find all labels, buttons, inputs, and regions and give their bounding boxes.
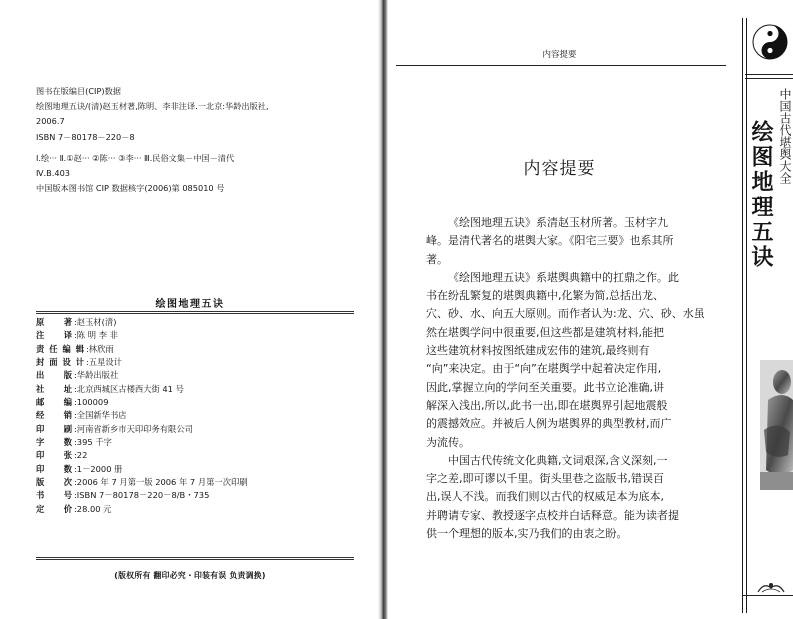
summary-line: 供一个理想的版本,实乃我们的由衷之盼。 xyxy=(426,527,628,541)
summary-line: 出,误人不浅。而我们则以古代的权威足本为底本, xyxy=(426,490,664,504)
running-head: 内容提要 xyxy=(542,50,577,60)
side-border xyxy=(742,18,743,613)
series-title: 中国古代堪舆大全 xyxy=(778,88,792,184)
cip-isbn: ISBN 7－80178－220－8 xyxy=(36,131,135,142)
summary-line: 然在堪舆学问中很重要,但这些都是建筑材料,能把 xyxy=(426,325,664,339)
section-title: 内容提要 xyxy=(523,159,596,179)
divider xyxy=(36,559,354,560)
credit-row xyxy=(36,436,366,449)
cip-data-block xyxy=(36,84,356,196)
credit-label: 印 张 xyxy=(36,450,72,461)
credit-value: :28.00 元 xyxy=(74,503,112,514)
rights-notice: (版权所有 翻印必究・印装有误 负责调换) xyxy=(114,571,266,580)
credit-row xyxy=(36,463,366,476)
summary-line: 字之差,即可谬以千里。街头里巷之盗版书,错误百 xyxy=(426,472,664,486)
credit-label: 印 刷 xyxy=(36,423,72,434)
credit-label: 原 著 xyxy=(36,317,72,327)
side-border xyxy=(746,18,747,613)
summary-line: “向”来决定。由于“向”在堪舆学中起着决定作用, xyxy=(426,362,662,376)
divider xyxy=(36,313,354,314)
credit-row xyxy=(36,489,366,502)
credit-value: :22 xyxy=(74,450,88,461)
credit-value: :2006 年 7 月第一版 2006 年 7 月第一次印刷 xyxy=(74,477,248,488)
credit-label: 邮 编 xyxy=(36,397,72,408)
cip-line: 2006.7 xyxy=(36,116,65,127)
cip-line: 绘图地理五诀/(清)赵玉材著,陈明、李非注译.一北京:华龄出版社, xyxy=(36,101,269,112)
summary-line: 因此,掌握立向的学问至关重要。此书立论准确,讲 xyxy=(426,380,664,394)
side-footer-rule xyxy=(742,595,793,596)
ornament-icon xyxy=(756,580,786,594)
summary-line: 中国古代传统文化典籍,文词艰深,含义深刻,一 xyxy=(448,453,668,467)
credit-row xyxy=(36,356,366,369)
summary-line: 书在纷乱繁复的堪舆典籍中,化繁为简,总括出龙、 xyxy=(426,289,664,303)
credit-value: :395 千字 xyxy=(74,437,112,448)
credit-value: :北京西城区古楼西大街 41 号 xyxy=(74,383,184,394)
cip-heading: 图书在版编目(CIP)数据 xyxy=(36,86,121,96)
summary-line: 解深入浅出,所以,此书一出,即在堪舆界引起地震般 xyxy=(426,398,668,412)
credit-label: 字 数 xyxy=(36,437,72,448)
credit-row xyxy=(36,476,366,489)
credit-label: 经 销 xyxy=(36,410,72,421)
header-rule xyxy=(396,65,726,66)
credit-value: :ISBN 7－80178－220－8/B・735 xyxy=(74,490,210,501)
cip-classification: Ⅰ.绘··· Ⅱ.①赵··· ②陈··· ③李··· Ⅲ.民俗文集－中国－清代 xyxy=(36,152,235,163)
summary-line: 为流传。 xyxy=(426,435,470,449)
credit-row xyxy=(36,329,366,342)
credit-row xyxy=(36,409,366,422)
credit-value: :陈 明 李 非 xyxy=(74,330,118,341)
book-title: 绘图地理五诀 xyxy=(155,299,225,310)
credit-label: 社 址 xyxy=(36,383,72,394)
credit-label: 出 版 xyxy=(36,370,72,381)
credit-value: :五星设计 xyxy=(86,357,122,368)
cip-classification: Ⅳ.B.403 xyxy=(36,168,71,179)
credit-value: :河南省新乡市天印印务有限公司 xyxy=(74,423,193,434)
credit-row xyxy=(36,423,366,436)
summary-line: 《绘图地理五诀》系清赵玉材所著。玉材字九 xyxy=(448,216,668,229)
summary-line: 《绘图地理五诀》系堪舆典籍中的扛鼎之作。此 xyxy=(448,270,679,284)
credit-row xyxy=(36,343,366,356)
summary-line: 的震撼效应。并被后人例为堪舆界的典型教材,而广 xyxy=(426,417,672,431)
credit-label: 书 号 xyxy=(36,490,72,501)
summary-line: 并聘请专家、教授逐字点校并白话释意。能为读者提 xyxy=(426,508,679,522)
credit-value: :100009 xyxy=(74,397,109,408)
credit-value: :赵玉材(清) xyxy=(74,317,117,327)
summary-line: 这些建筑材料按图纸建成宏伟的建筑,最终则有 xyxy=(426,344,650,358)
credit-value: :全国新华书店 xyxy=(74,410,127,421)
credit-label: 责任编辑 xyxy=(36,343,84,354)
credit-row xyxy=(36,396,366,409)
credit-row xyxy=(36,369,366,382)
credit-row xyxy=(36,383,366,396)
taiji-icon xyxy=(752,24,788,60)
book-gutter xyxy=(378,0,388,619)
summary-line: 穴、砂、水、向五大原则。而作者认为:龙、穴、砂、水虽 xyxy=(426,307,705,321)
credit-label: 封面设计 xyxy=(36,357,84,368)
credit-row xyxy=(36,316,366,329)
credit-label: 注 译 xyxy=(36,330,72,341)
credit-row xyxy=(36,503,366,516)
credit-label: 版 次 xyxy=(36,477,72,488)
credit-label: 定 价 xyxy=(36,503,72,514)
credits-list xyxy=(36,316,366,516)
summary-line: 著。 xyxy=(426,252,448,266)
credit-value: :华龄出版社 xyxy=(74,370,119,381)
credit-value: :1－2000 册 xyxy=(74,463,123,474)
side-divider xyxy=(745,74,793,75)
credit-value: :林欣雨 xyxy=(86,343,114,354)
summary-line: 峰。是清代著名的堪舆大家。《阳宅三要》也系其所 xyxy=(426,234,674,248)
credit-label: 印 数 xyxy=(36,463,72,474)
cip-number: 中国版本图书馆 CIP 数据核字(2006)第 085010 号 xyxy=(36,183,225,194)
credit-row xyxy=(36,449,366,462)
side-book-title: 绘图地理五诀 xyxy=(748,120,774,270)
side-divider xyxy=(745,78,793,79)
summary-body xyxy=(426,214,705,543)
buddha-statue-image xyxy=(760,360,793,490)
